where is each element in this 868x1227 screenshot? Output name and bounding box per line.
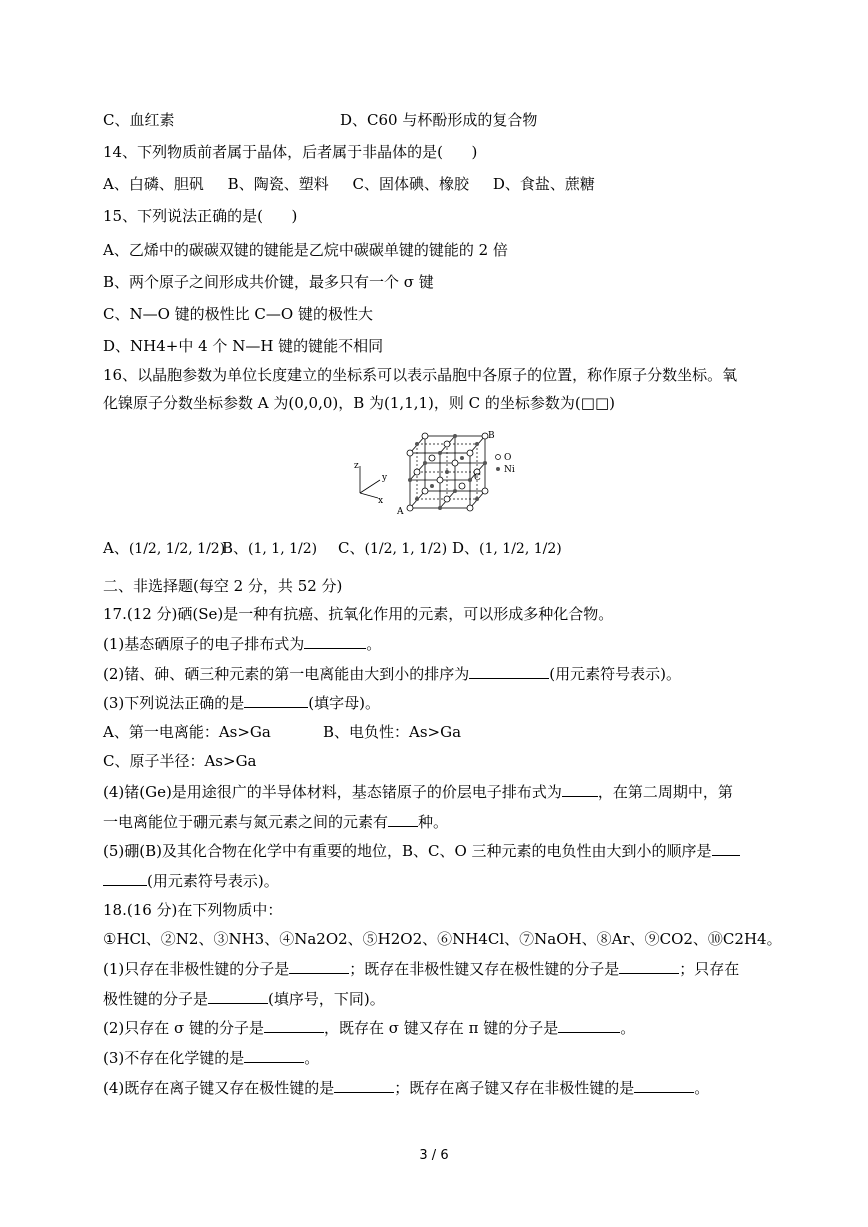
question-17: 17.(12 分)硒(Se)是一种有抗癌、抗氧化作用的元素，可以形成多种化合物。 [103,605,614,623]
question-17-1: (1)基态硒原子的电子排布式为 。 [103,635,382,653]
answer-blank[interactable] [562,781,598,797]
answer-blank[interactable] [634,1077,694,1093]
question-17-3-option-a: A、第一电离能：As>Ga [103,723,271,741]
question-18: 18.(16 分)在下列物质中： [103,901,283,919]
question-17-3: (3)下列说法正确的是 (填字母)。 [103,694,380,712]
answer-blank[interactable] [264,1017,324,1033]
page-number: 3 / 6 [419,1148,449,1163]
answer-blank[interactable] [244,692,308,708]
option-d-q13: D、C60 与杯酚形成的复合物 [340,111,538,129]
question-16-option-a: A、(1/2, 1/2, 1/2) [103,539,226,557]
question-14: 14、下列物质前者属于晶体，后者属于非晶体的是( ) [103,143,478,161]
point-b-label: B [488,431,495,441]
answer-blank[interactable] [244,1047,304,1063]
question-15-option-c: C、N—O 键的极性比 C—O 键的极性大 [103,305,373,323]
question-14-options: A、白磷、胆矾 B、陶瓷、塑料 C、固体碘、橡胶 D、食盐、蔗糖 [103,175,595,193]
question-18-2: (2)只存在 σ 键的分子是 ，既存在 σ 键又存在 π 键的分子是 。 [103,1019,636,1037]
question-17-5-line-1: (5)硼(B)及其化合物在化学中有重要的地位，B、C、O 三种元素的电负性由大到小的顺序是 [103,840,740,861]
question-18-4: (4)既存在离子键又存在极性键的是 ；既存在离子键又存在非极性键的是 。 [103,1079,710,1097]
question-15: 15、下列说法正确的是( ) [103,207,298,225]
answer-blank[interactable] [289,958,349,974]
point-c-label: C [474,473,481,483]
axis-z-label: z [354,461,359,471]
question-17-4-line-1: (4)锗(Ge)是用途很广的半导体材料，基态锗原子的价层电子排布式为 ，在第二周期中，第 [103,783,733,801]
legend-o: O [504,453,512,463]
question-18-3: (3)不存在化学键的是 。 [103,1049,320,1067]
answer-blank[interactable] [208,988,268,1004]
answer-blank[interactable] [304,633,366,649]
point-a-label: A [397,507,404,517]
question-16-option-d: D、(1, 1/2, 1/2) [452,539,562,557]
answer-blank[interactable] [712,840,740,856]
answer-blank[interactable] [388,811,418,827]
legend-ni: Ni [504,465,515,475]
question-17-2: (2)锗、砷、硒三种元素的第一电离能由大到小的排序为 (用元素符号表示)。 [103,665,681,683]
question-18-substances: ①HCl、②N2、③NH3、④Na2O2、⑤H2O2、⑥NH4Cl、⑦NaOH、⑧Ar、⑨CO2、⑩C2H4。 [103,930,782,948]
question-16-line-1: 16、以晶胞参数为单位长度建立的坐标系可以表示晶胞中各原子的位置，称作原子分数坐标。氧 [103,366,738,384]
nickel-oxide-unit-cell-figure [350,428,530,518]
question-15-option-d: D、NH4+中 4 个 N—H 键的键能不相同 [103,337,384,355]
option-c-q13: C、血红素 [103,111,175,129]
question-16-option-b: B、(1, 1, 1/2) [222,539,318,557]
question-17-3-option-c: C、原子半径：As>Ga [103,752,257,770]
question-17-5-line-2: (用元素符号表示)。 [103,870,279,891]
question-16-line-2: 化镍原子分数坐标参数 A 为(0,0,0)，B 为(1,1,1)，则 C 的坐标参数为(□□) [103,394,615,412]
answer-blank[interactable] [103,870,147,886]
question-17-4-line-2: 一电离能位于硼元素与氮元素之间的元素有 种。 [103,813,449,831]
question-16-option-c: C、(1/2, 1, 1/2) [338,539,448,557]
answer-blank[interactable] [469,663,549,679]
answer-blank[interactable] [558,1017,620,1033]
answer-blank[interactable] [619,958,679,974]
question-15-option-b: B、两个原子之间形成共价键，最多只有一个 σ 键 [103,273,434,291]
answer-blank[interactable] [334,1077,394,1093]
section-heading-non-choice: 二、非选择题(每空 2 分，共 52 分) [103,577,343,595]
axis-x-label: x [378,496,384,506]
question-15-option-a: A、乙烯中的碳碳双键的键能是乙烷中碳碳单键的键能的 2 倍 [103,241,508,259]
question-17-3-option-b: B、电负性：As>Ga [323,723,462,741]
axis-y-label: y [382,473,388,483]
question-18-1-line-2: 极性键的分子是 (填序号，下同)。 [103,990,385,1008]
question-18-1-line-1: (1)只存在非极性键的分子是 ；既存在非极性键又存在极性键的分子是 ；只存在 [103,960,740,978]
